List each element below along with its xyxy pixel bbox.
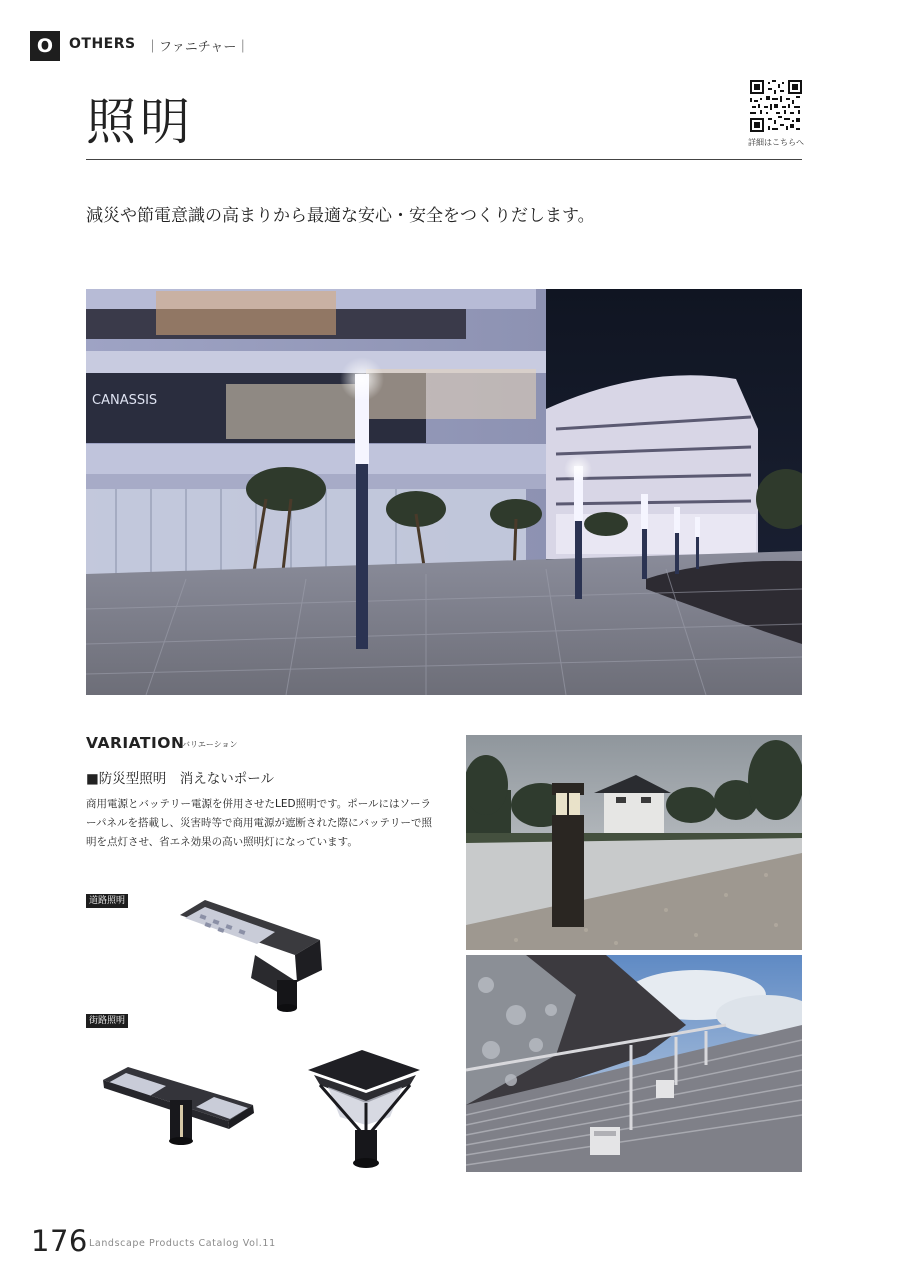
variation-subheading: バリエーション	[182, 740, 238, 749]
subcategory-label: ｜ファニチャー｜	[146, 40, 250, 55]
page-title: 照明	[86, 93, 194, 151]
variation-heading: VARIATION	[86, 734, 185, 752]
street-light-twin-product-image	[98, 1055, 258, 1155]
street-light-lantern-product-image	[300, 1045, 425, 1175]
installation-photo-stairs	[466, 955, 802, 1172]
road-light-product-image	[165, 890, 330, 1015]
lead-text: 減災や節電意識の高まりから最適な安心・安全をつくりだします。	[86, 206, 595, 226]
page-number: 176	[31, 1224, 88, 1258]
road-lighting-tag: 道路照明	[86, 894, 128, 908]
product-name: ■防災型照明 消えないポール	[86, 771, 274, 787]
hero-photo	[86, 289, 802, 695]
street-lighting-tag: 街路照明	[86, 1014, 128, 1028]
catalog-name: Landscape Products Catalog Vol.11	[89, 1238, 276, 1249]
title-divider	[86, 159, 802, 160]
qr-caption: 詳細はこちらへ	[748, 138, 804, 147]
qr-code[interactable]	[750, 80, 802, 132]
category-name: OTHERS	[69, 36, 136, 52]
product-description: 商用電源とバッテリー電源を併用させたLED照明です。ポールにはソーラーパネルを搭載し、災害時等で商用電源が遮断された際にバッテリーで照明を点灯させ、省エネ効果の高い照明灯になっています。	[86, 798, 432, 848]
hero-sign-text: CANASSIS	[92, 393, 158, 408]
category-badge: O	[30, 31, 60, 61]
installation-photo-castle	[466, 735, 802, 950]
